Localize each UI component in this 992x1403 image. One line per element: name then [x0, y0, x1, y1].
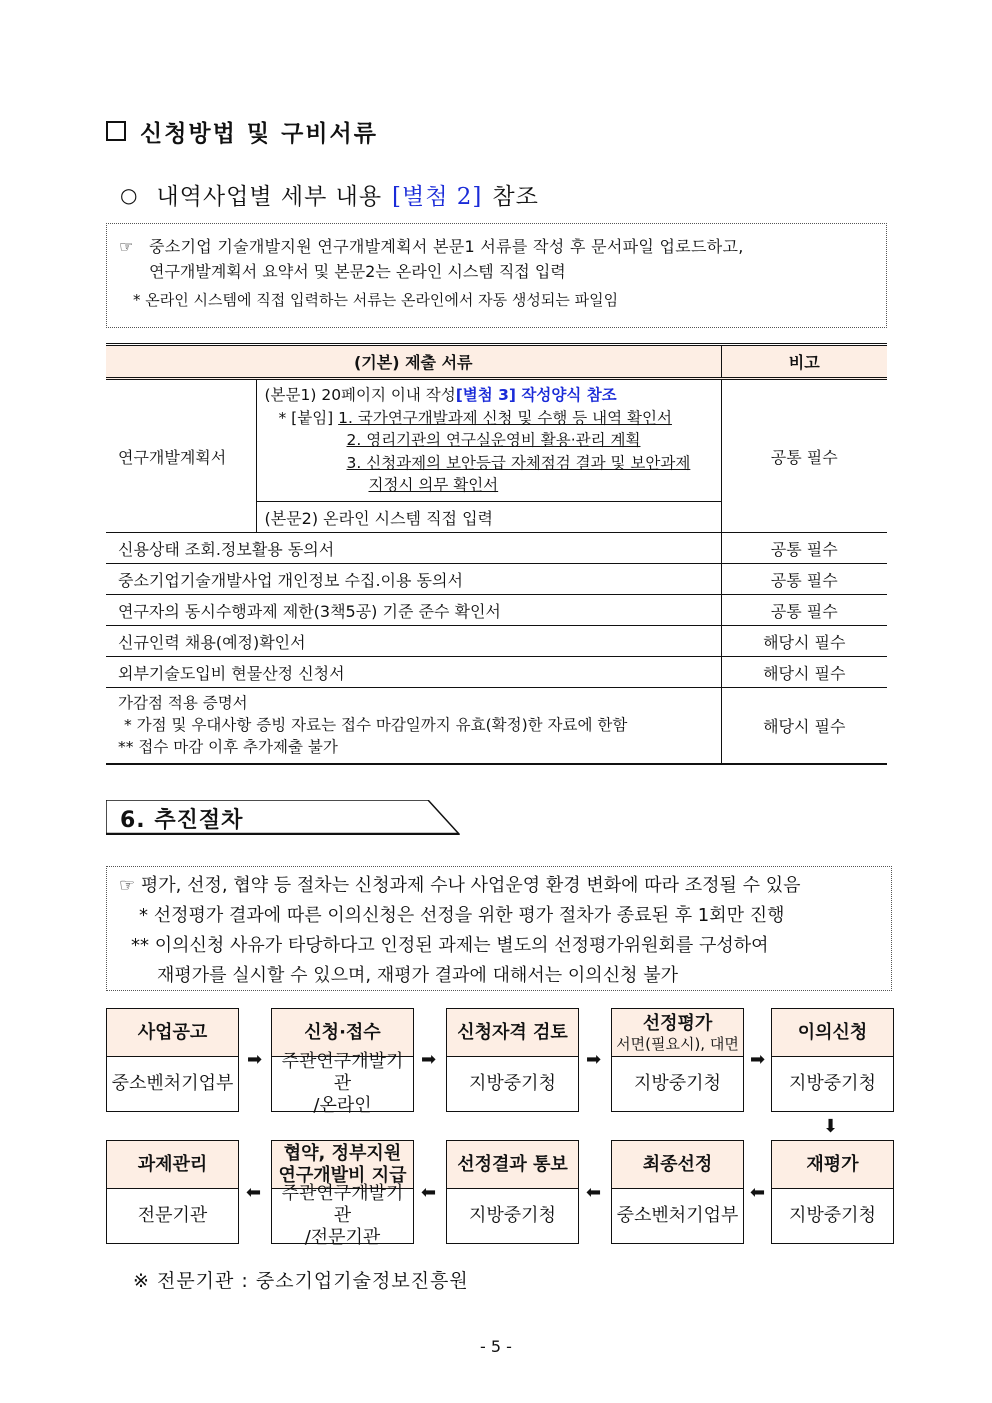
arrow-right-icon: ➡	[247, 1049, 263, 1070]
note-cell: 해당시 필수	[721, 657, 887, 688]
header-docs: (기본) 제출 서류	[106, 345, 721, 379]
flow-step-application	[271, 1008, 414, 1116]
table-row	[106, 379, 887, 502]
table-row	[106, 564, 887, 595]
flow-step-title: 선정평가 서면(필요시), 대면	[612, 1009, 743, 1057]
notice-line-3: * 온라인 시스템에 직접 입력하는 서류는 온라인에서 자동 생성되는 파일임	[133, 291, 619, 309]
doc-cell: 중소기업기술개발사업 개인정보 수집.이용 동의서	[106, 564, 721, 595]
flow-step-org: 지방중기청	[469, 1205, 556, 1226]
table-row	[106, 533, 887, 564]
flow-step-evaluation	[611, 1008, 744, 1112]
section6-heading	[106, 800, 460, 835]
section-title-text: 신청방법 및 구비서류	[140, 120, 378, 147]
bonus-cell: 가감점 적용 증명서 * 가점 및 우대사항 증빙 자료는 접수 마감일까지 유효(확정)한 자료에 한함 ** 접수 마감 이후 추가제출 불가	[106, 688, 721, 764]
doc-cell: 신규인력 채용(예정)확인서	[106, 626, 721, 657]
flow-step-title: 협약, 정부지원 연구개발비 지급	[272, 1141, 413, 1189]
notice2-line-1: ☞ 평가, 선정, 협약 등 절차는 신청과제 수나 사업운영 환경 변화에 따라 조정될 수 있음	[119, 875, 801, 896]
documents-table	[106, 343, 887, 765]
arrow-right-icon: ➡	[750, 1049, 766, 1070]
table-row	[106, 595, 887, 626]
notice2-line-2: * 선정평가 결과에 따른 이의신청은 선정을 위한 평가 절차가 종료된 후 1회만 진행	[139, 905, 785, 926]
notice-box	[106, 223, 887, 328]
arrow-right-icon: ➡	[421, 1049, 437, 1070]
arrow-left-icon: ⬅	[586, 1182, 602, 1203]
subheading-suffix: 참조	[492, 184, 539, 210]
arrow-left-icon: ⬅	[750, 1182, 766, 1203]
flow-step-org: 지방중기청	[789, 1073, 876, 1094]
flow-step-org: 중소벤처기업부	[111, 1073, 234, 1094]
header-note: 비고	[721, 345, 887, 379]
notice-line-2: 연구개발계획서 요약서 및 본문2는 온라인 시스템 직접 입력	[149, 262, 566, 281]
arrow-down-icon: ⬇	[823, 1116, 839, 1137]
arrow-right-icon: ➡	[586, 1049, 602, 1070]
flow-step-management	[106, 1140, 239, 1244]
plan-body2: (본문2) 온라인 시스템 직접 입력	[256, 502, 721, 533]
flow-step-title: 과제관리	[107, 1141, 238, 1189]
pointing-hand-icon: ☞	[119, 875, 136, 896]
flow-step-title: 재평가	[772, 1141, 893, 1189]
plan-note: 공통 필수	[721, 379, 887, 533]
subheading-ref: [별첨 2]	[392, 184, 483, 210]
flow-step-subtitle: 서면(필요시), 대면	[616, 1034, 739, 1053]
flow-step-eligibility	[446, 1008, 579, 1112]
table-row	[106, 688, 887, 764]
flow-step-org: 지방중기청	[789, 1205, 876, 1226]
arrow-left-icon: ⬅	[246, 1182, 262, 1203]
table-header-row	[106, 345, 887, 379]
checkbox-square-icon	[106, 121, 126, 141]
circle-bullet-icon: ○	[120, 182, 139, 207]
flow-step-title: 이의신청	[772, 1009, 893, 1057]
doc-cell: 외부기술도입비 현물산정 신청서	[106, 657, 721, 688]
section6-title: 6. 추진절차	[120, 808, 244, 833]
flow-step-title: 신청·접수	[272, 1009, 413, 1057]
note-cell: 해당시 필수	[721, 688, 887, 764]
note-cell: 공통 필수	[721, 564, 887, 595]
flow-step-title: 선정결과 통보	[447, 1141, 578, 1189]
flow-step-title: 최종선정	[612, 1141, 743, 1189]
section-title	[106, 116, 378, 146]
notice2-line-4: 재평가를 실시할 수 있으며, 재평가 결과에 대해서는 이의신청 불가	[157, 965, 678, 986]
flow-step-org: 중소벤처기업부	[616, 1205, 739, 1226]
flow-step-agreement	[271, 1140, 414, 1248]
flow-step-title: 사업공고	[107, 1009, 238, 1057]
flow-step-org: 주관연구개발기관 /온라인	[281, 1051, 404, 1116]
pointing-hand-icon: ☞	[119, 237, 134, 256]
flow-step-reevaluation	[771, 1140, 894, 1244]
subheading	[120, 178, 539, 211]
flow-step-org: 전문기관	[137, 1205, 208, 1226]
notice2-line-3: ** 이의신청 사유가 타당하다고 인정된 과제는 별도의 선정평가위원회를 구성하여	[131, 935, 769, 956]
note-cell: 공통 필수	[721, 533, 887, 564]
notice2-box	[106, 866, 892, 991]
notice-line-1: ☞ 중소기업 기술개발지원 연구개발계획서 본문1 서류를 작성 후 문서파일 업로드하고,	[119, 234, 874, 259]
flow-step-final-selection	[611, 1140, 744, 1244]
table-row	[106, 626, 887, 657]
flow-step-objection	[771, 1008, 894, 1112]
plan-body1: (본문1) 20페이지 이내 작성[별첨 3] 작성양식 참조 * [붙임] 1. 국가연구개발과제 신청 및 수행 등 내역 확인서 2. 영리기관의 연구실운영비 활용·관리 계획 3. 신청과제의 보안등급 자체점검 결과 및 보안과제 지정시 의무 확인서	[256, 379, 721, 502]
footnote: ※ 전문기관 : 중소기업기술정보진흥원	[133, 1270, 469, 1292]
doc-cell: 신용상태 조회.정보활용 동의서	[106, 533, 721, 564]
doc-cell: 연구자의 동시수행과제 제한(3책5공) 기준 준수 확인서	[106, 595, 721, 626]
page-number: - 5 -	[480, 1337, 512, 1356]
flow-step-org: 주관연구개발기관 /전문기관	[281, 1183, 404, 1248]
subheading-prefix: 내역사업별 세부 내용	[156, 184, 383, 210]
note-cell: 해당시 필수	[721, 626, 887, 657]
table-row	[106, 657, 887, 688]
flow-step-org: 지방중기청	[634, 1073, 721, 1094]
flow-step-org: 지방중기청	[469, 1073, 556, 1094]
flow-step-notification	[446, 1140, 579, 1244]
note-cell: 공통 필수	[721, 595, 887, 626]
flow-step-announcement	[106, 1008, 239, 1112]
plan-label: 연구개발계획서	[106, 379, 256, 533]
arrow-left-icon: ⬅	[421, 1182, 437, 1203]
flow-step-title: 신청자격 검토	[447, 1009, 578, 1057]
